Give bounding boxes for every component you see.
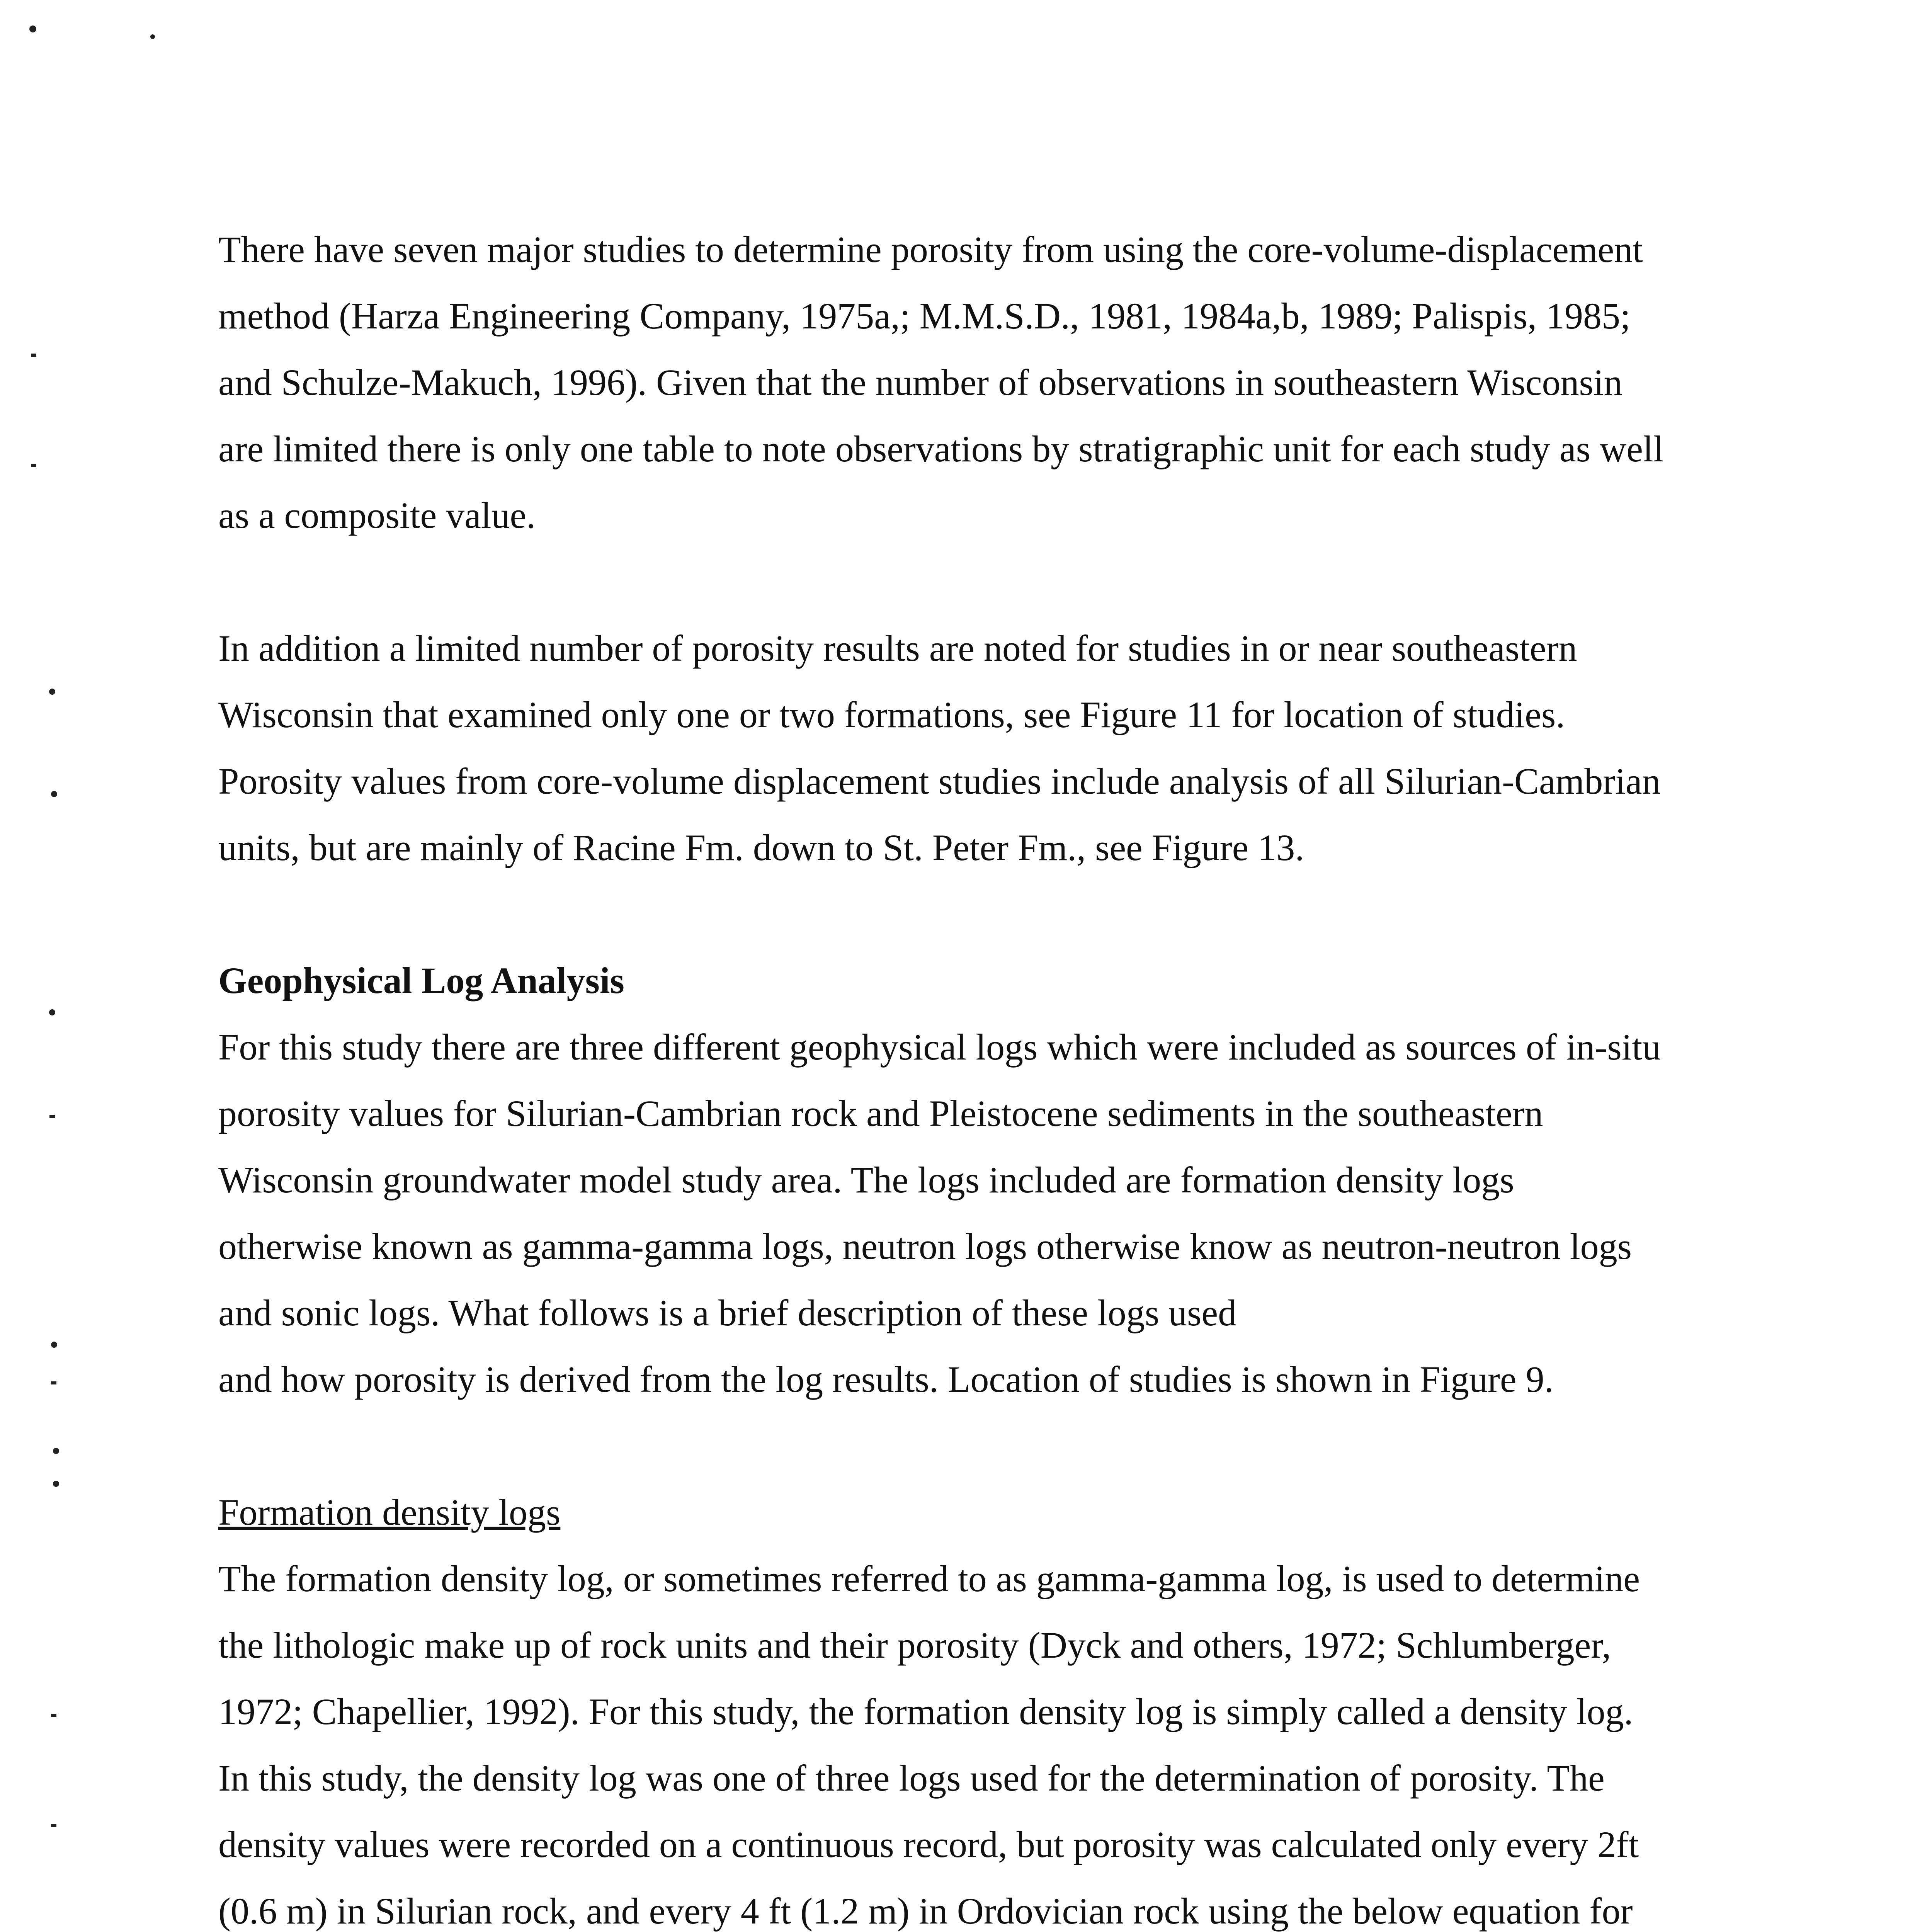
text-line: units, but are mainly of Racine Fm. down to St. Peter Fm., see Figure 13. bbox=[218, 827, 1304, 868]
text-line: and Schulze-Makuch, 1996). Given that the number of observations in southeastern Wisconsin bbox=[218, 362, 1622, 403]
paragraph-gap bbox=[218, 881, 1725, 947]
speck bbox=[51, 791, 57, 797]
paragraph-core-volume-studies bbox=[218, 216, 1725, 549]
paragraph-geophysical-logs bbox=[218, 1014, 1725, 1413]
text-line: In addition a limited number of porosity results are noted for studies in or near southeastern bbox=[218, 628, 1577, 669]
speck bbox=[51, 1714, 56, 1717]
text-line: For this study there are three different geophysical logs which were included as sources of in-situ bbox=[218, 1026, 1661, 1068]
speck bbox=[51, 1824, 56, 1827]
text-line: density values were recorded on a continuous record, but porosity was calculated only every 2ft bbox=[218, 1824, 1639, 1865]
speck bbox=[150, 34, 155, 39]
text-line: the lithologic make up of rock units and their porosity (Dyck and others, 1972; Schlumberger, bbox=[218, 1624, 1611, 1666]
text-line: Porosity values from core-volume displacement studies include analysis of all Silurian-Cambrian bbox=[218, 760, 1661, 802]
section-heading-geophysical: Geophysical Log Analysis bbox=[218, 960, 624, 1001]
text-line: There have seven major studies to determine porosity from using the core-volume-displacement bbox=[218, 229, 1643, 270]
speck bbox=[53, 1448, 59, 1454]
speck bbox=[29, 26, 36, 32]
text-line: The formation density log, or sometimes referred to as gamma-gamma log, is used to determine bbox=[218, 1558, 1640, 1599]
text-line: and how porosity is derived from the log results. Location of studies is shown in Figure 9. bbox=[218, 1359, 1554, 1400]
paragraph-gap bbox=[218, 549, 1725, 615]
text-line: 1972; Chapellier, 1992). For this study, the formation density log is simply called a density log. bbox=[218, 1691, 1633, 1732]
text-line: and sonic logs. What follows is a brief description of these logs used bbox=[218, 1292, 1237, 1333]
text-line: (0.6 m) in Silurian rock, and every 4 ft (1.2 m) in Ordovician rock using the below equation for bbox=[218, 1890, 1633, 1932]
text-line: otherwise known as gamma-gamma logs, neutron logs otherwise know as neutron-neutron logs bbox=[218, 1226, 1632, 1267]
text-line: are limited there is only one table to note observations by stratigraphic unit for each study as well bbox=[218, 428, 1664, 469]
speck bbox=[49, 1009, 55, 1015]
paragraph-limited-results bbox=[218, 615, 1725, 881]
paragraph-formation-density bbox=[218, 1546, 1725, 1932]
speck bbox=[49, 689, 55, 695]
text-line: porosity values for Silurian-Cambrian rock and Pleistocene sediments in the southeastern bbox=[218, 1093, 1543, 1134]
paragraph-gap bbox=[218, 1413, 1725, 1479]
speck bbox=[49, 1115, 55, 1118]
speck bbox=[51, 1342, 57, 1348]
text-line: Wisconsin groundwater model study area. The logs included are formation density logs bbox=[218, 1159, 1514, 1201]
speck bbox=[31, 464, 36, 467]
text-line: Wisconsin that examined only one or two formations, see Figure 11 for location of studies. bbox=[218, 694, 1565, 735]
speck bbox=[31, 354, 36, 357]
text-line: method (Harza Engineering Company, 1975a,; M.M.S.D., 1981, 1984a,b, 1989; Palispis, 1985; bbox=[218, 295, 1631, 337]
page-content bbox=[218, 216, 1725, 1932]
speck bbox=[53, 1481, 59, 1487]
text-line: as a composite value. bbox=[218, 495, 536, 536]
text-line: In this study, the density log was one of three logs used for the determination of porosity. The bbox=[218, 1757, 1605, 1799]
speck bbox=[51, 1381, 56, 1384]
subsection-heading-formation-density: Formation density logs bbox=[218, 1492, 561, 1533]
